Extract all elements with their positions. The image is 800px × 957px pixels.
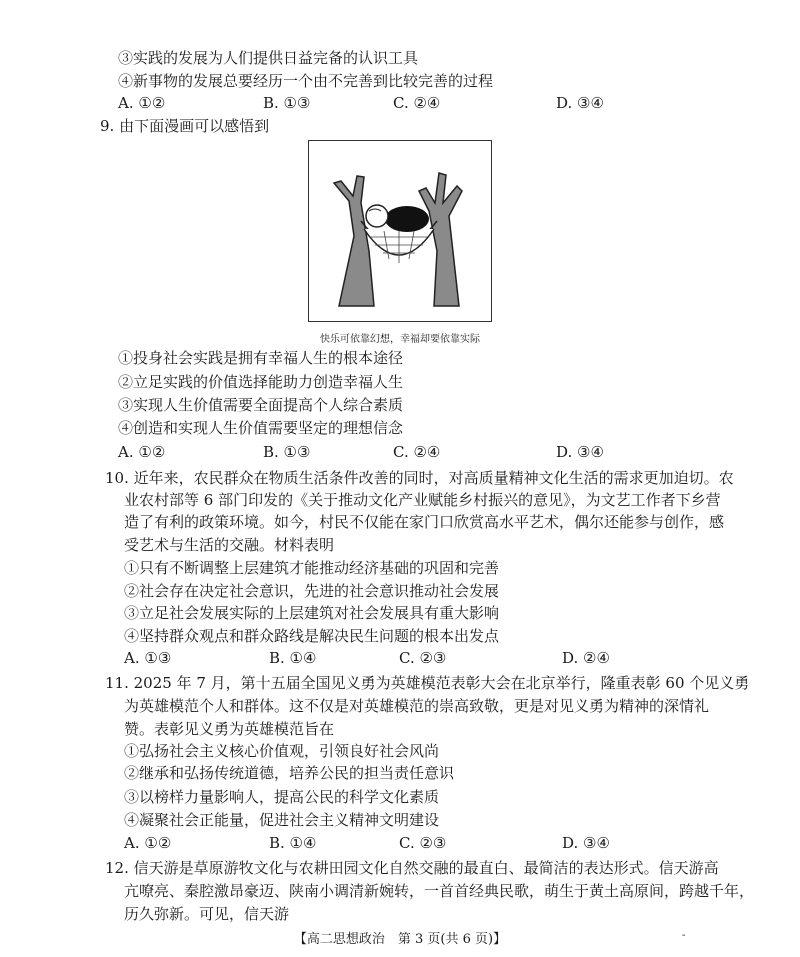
q9-stem: 9. 由下面漫画可以感悟到	[100, 117, 270, 135]
q12-stem-line-1: 12. 信天游是草原游牧文化与农耕田园文化自然交融的最直白、最简洁的表达形式。信天游高	[105, 859, 719, 877]
q8-option-c[interactable]: C. ②④	[393, 94, 441, 112]
q10-stem-line-3: 造了有利的政策环境。如今，村民不仅能在家门口欣赏高水平艺术，偶尔还能参与创作，感	[124, 513, 725, 531]
q11-item-4: ④凝聚社会正能量，促进社会主义精神文明建设	[124, 811, 440, 829]
q10-stem-line-1: 10. 近年来，农民群众在物质生活条件改善的同时，对高质量精神文化生活的需求更加迫切。农	[105, 469, 734, 487]
q9-item-2: ②立足实践的价值选择能助力创造幸福人生	[118, 373, 404, 391]
q11-stem-line-2: 为英雄模范个人和群体。这不仅是对英雄模范的崇高致敬，更是对见义勇为精神的深情礼	[124, 697, 710, 715]
corner-mark: -	[682, 930, 686, 941]
q10-option-c[interactable]: C. ②③	[399, 649, 447, 667]
q11-item-2: ②继承和弘扬传统道德，培养公民的担当责任意识	[124, 764, 455, 782]
q11-option-b[interactable]: B. ①④	[269, 834, 317, 852]
q11-item-3: ③以榜样力量影响人，提高公民的科学文化素质	[124, 788, 440, 806]
q9-option-b[interactable]: B. ①③	[263, 443, 311, 461]
q11-item-1: ①弘扬社会主义核心价值观，引领良好社会风尚	[124, 742, 440, 760]
q10-item-3: ③立足社会发展实际的上层建筑对社会发展具有重大影响	[124, 604, 500, 622]
q11-options	[124, 833, 724, 853]
hammock-cartoon-drawing	[309, 141, 490, 320]
q10-item-1: ①只有不断调整上层建筑才能推动经济基础的巩固和完善	[124, 559, 500, 577]
q9-item-1: ①投身社会实践是拥有幸福人生的根本途径	[118, 349, 404, 367]
q8-option-b[interactable]: B. ①③	[263, 94, 311, 112]
q11-stem-line-3: 赞。表彰见义勇为英雄模范旨在	[124, 720, 335, 738]
q11-option-a[interactable]: A. ①②	[124, 834, 172, 852]
q10-option-a[interactable]: A. ①③	[124, 649, 172, 667]
q11-stem-line-1: 11. 2025 年 7 月，第十五届全国见义勇为英雄模范表彰大会在北京举行，隆重表彰 60 个见义勇	[105, 674, 750, 692]
page-footer: 【高二思想政治 第 3 页(共 6 页)】	[293, 932, 507, 947]
q9-item-3: ③实现人生价值需要全面提高个人综合素质	[118, 396, 404, 414]
q8-options	[118, 93, 718, 113]
q10-stem-line-2: 业农村部等 6 部门印发的《关于推动文化产业赋能乡村振兴的意见》，为文艺工作者下乡营	[124, 491, 721, 509]
q11-option-c[interactable]: C. ②③	[399, 834, 447, 852]
q12-stem-line-3: 历久弥新。可见，信天游	[124, 905, 290, 923]
q9-item-4: ④创造和实现人生价值需要坚定的理想信念	[118, 419, 404, 437]
q10-item-2: ②社会存在决定社会意识，先进的社会意识推动社会发展	[124, 582, 500, 600]
q10-option-d[interactable]: D. ②④	[562, 649, 610, 667]
q8-option-a[interactable]: A. ①②	[118, 94, 166, 112]
q8-item-3: ③实践的发展为人们提供日益完备的认识工具	[118, 49, 419, 67]
q10-item-4: ④坚持群众观点和群众路线是解决民生问题的根本出发点	[124, 627, 500, 645]
cartoon-image	[308, 140, 492, 322]
q10-stem-line-4: 受艺术与生活的交融。材料表明	[124, 536, 335, 554]
q10-options	[124, 648, 724, 668]
q8-item-4: ④新事物的发展总要经历一个由不完善到比较完善的过程	[118, 72, 494, 90]
q12-stem-line-2: 亢嘹亮、秦腔激昂豪迈、陕南小调清新婉转，一首首经典民歌，萌生于黄土高原间，跨越千年，	[124, 882, 755, 900]
q9-option-a[interactable]: A. ①②	[118, 443, 166, 461]
q10-option-b[interactable]: B. ①④	[269, 649, 317, 667]
q11-option-d[interactable]: D. ③④	[562, 834, 610, 852]
q9-options	[118, 442, 718, 462]
cartoon-caption: 快乐可依靠幻想，幸福却要依靠实际	[320, 334, 480, 345]
q9-option-c[interactable]: C. ②④	[393, 443, 441, 461]
q8-option-d[interactable]: D. ③④	[556, 94, 604, 112]
q9-option-d[interactable]: D. ③④	[556, 443, 604, 461]
